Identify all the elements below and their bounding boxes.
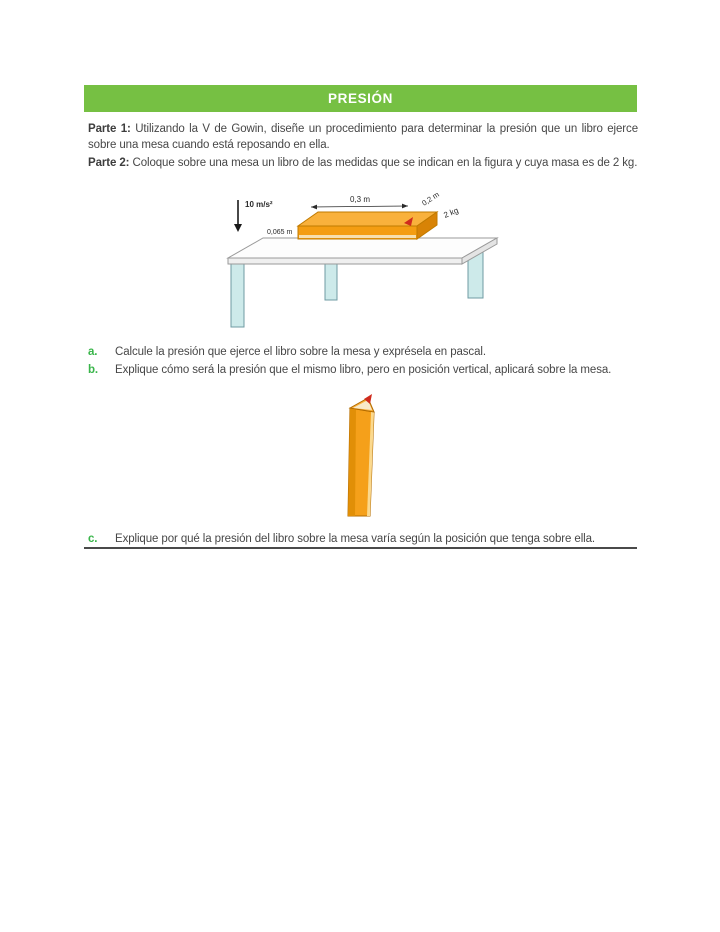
question-item-c: [88, 532, 638, 546]
item-b-letter: b.: [88, 364, 99, 376]
parte1-label: Parte 1:: [88, 123, 131, 135]
item-c-text: Explique por qué la presión del libro sobre la mesa varía según la posición que tenga sobre ella.: [115, 533, 595, 545]
parte2-paragraph: [88, 156, 638, 172]
book-on-table-illustration: [225, 192, 505, 332]
parte1-paragraph: [88, 122, 638, 153]
parte2-text: Coloque sobre una mesa un libro de las medidas que se indican en la figura y cuya masa es de 2 kg.: [132, 157, 638, 169]
thickness-label: 0,065 m: [267, 229, 293, 236]
question-item-b: [88, 363, 638, 377]
gravity-arrow-head: [234, 224, 242, 232]
book-pages-strip: [299, 235, 416, 238]
item-c-letter: c.: [88, 533, 98, 545]
item-a-letter: a.: [88, 346, 98, 358]
book-top-face: [298, 212, 437, 226]
width-arrow-left: [311, 205, 317, 210]
width-dimension-line: [311, 206, 408, 207]
width-arrow-right: [402, 204, 408, 209]
table-leg-front-left: [231, 260, 244, 327]
question-item-a: [88, 345, 638, 359]
figure-book-on-table: [225, 192, 505, 332]
bottom-divider: [84, 547, 637, 549]
table-leg-back-left: [325, 260, 337, 300]
vertical-book-illustration: [342, 388, 384, 518]
tabletop-surface: [228, 238, 497, 258]
width-label: 0,3 m: [349, 195, 371, 204]
gravity-label: 10 m/s²: [245, 200, 273, 209]
mass-label: 2 kg: [442, 205, 460, 220]
item-b-text: Explique cómo será la presión que el mismo libro, pero en posición vertical, aplicará sobre la mesa.: [115, 364, 612, 376]
parte2-label: Parte 2:: [88, 157, 130, 169]
page-title: PRESIÓN: [328, 91, 393, 106]
item-a-text: Calcule la presión que ejerce el libro sobre la mesa y exprésela en pascal.: [115, 346, 486, 358]
tabletop-front-edge: [228, 258, 462, 264]
figure-vertical-book: [342, 388, 384, 518]
title-banner: [84, 85, 637, 112]
parte1-text: Utilizando la V de Gowin, diseñe un procedimiento para determinar la presión que un libro ejerce sobre una mesa cuando está reposando en ella.: [88, 123, 638, 151]
depth-label: 0,2 m: [420, 192, 441, 208]
